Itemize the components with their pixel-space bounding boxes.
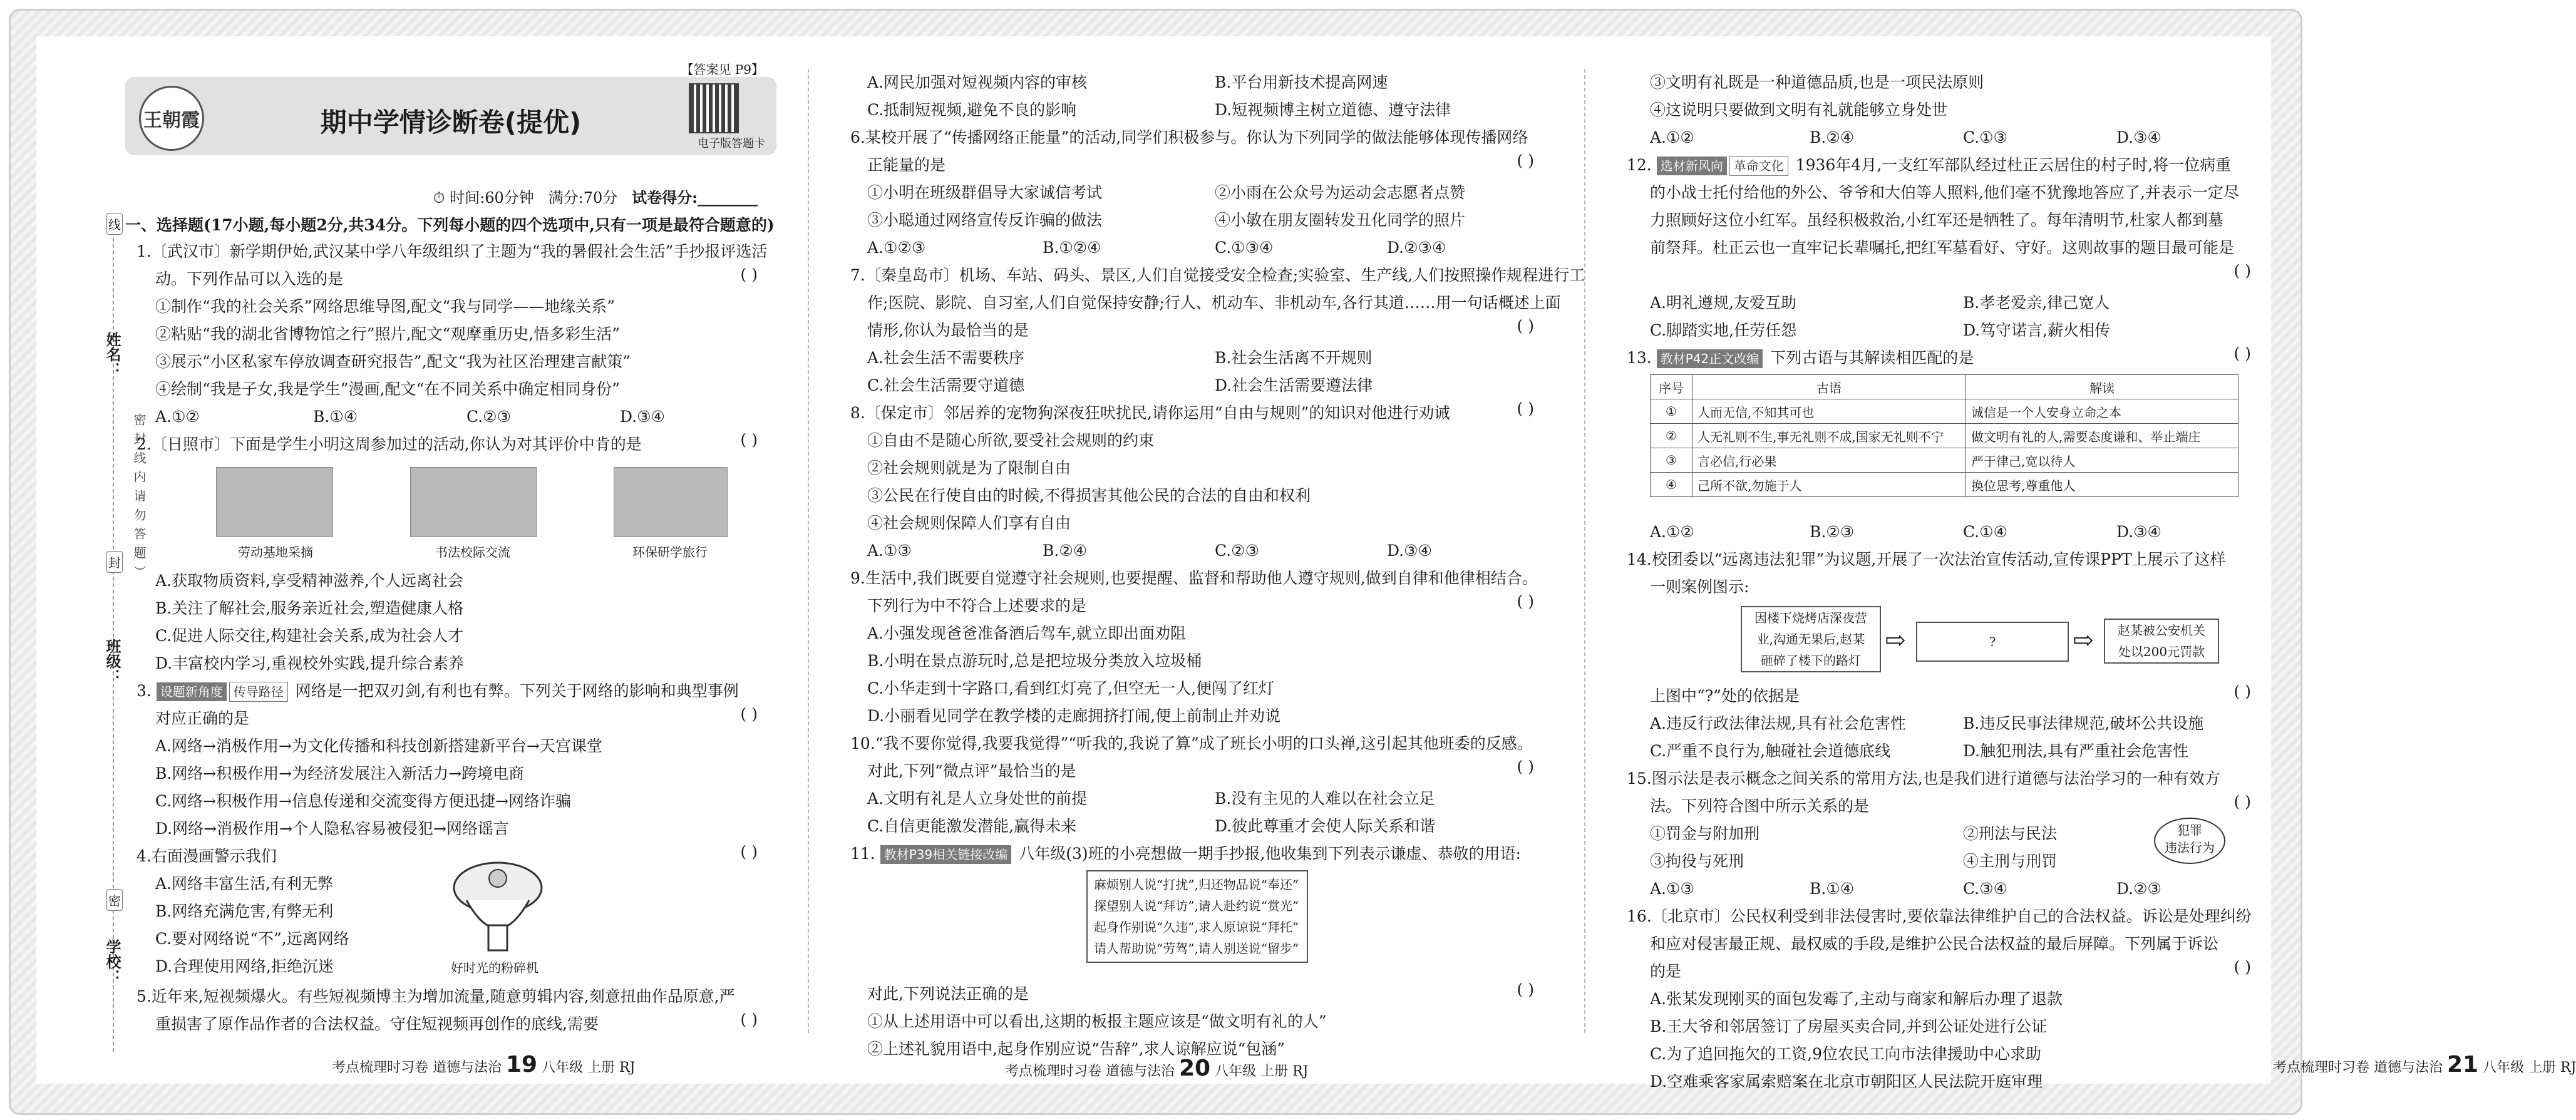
answer-paren[interactable]: ( ) — [740, 265, 758, 284]
venn-outer — [2154, 818, 2225, 864]
table-row — [1651, 399, 2239, 424]
school-label: 学校： — [103, 939, 121, 984]
q10-choice-a[interactable]: A.文明有礼是人立身处世的前提 — [867, 789, 1088, 808]
q12-choice-b[interactable]: B.孝老爱亲,律己宽人 — [1963, 294, 2110, 312]
q8-option: ③公民在行使自由的时候,不得损害其他公民的合法的自由和权利 — [867, 486, 1311, 505]
q13-choice-c[interactable]: C.①④ — [1963, 523, 2008, 541]
answer-paren[interactable]: ( ) — [1517, 758, 1534, 776]
q16-choice-b[interactable]: B.王大爷和邻居签订了房屋买卖合同,并到公证处进行公证 — [1650, 1017, 2048, 1035]
table-cell: ④ — [1651, 473, 1692, 497]
answer-paren[interactable]: ( ) — [2233, 262, 2251, 280]
page-20 — [845, 36, 1585, 1084]
q14-choice-a[interactable]: A.违反行政法律法规,具有社会危害性 — [1650, 714, 1906, 732]
exam-header — [125, 62, 776, 155]
q5-stem2: 重损害了原作品作者的合法权益。守住短视频再创作的底线,需要 — [155, 1015, 599, 1033]
table-cell: 人无礼则不生,事无礼则不成,国家无礼则不宁 — [1692, 424, 1966, 448]
answer-paren[interactable]: ( ) — [1517, 592, 1534, 610]
page-title: 期中学情诊断卷(提优) — [320, 107, 582, 138]
page-divider — [808, 69, 809, 1033]
q11-option: ③文明有礼既是一种道德品质,也是一项民法原则 — [1650, 73, 1984, 91]
table-cell: ① — [1651, 399, 1692, 424]
class-label: 班级： — [103, 639, 121, 684]
page-number: 21 — [2447, 1052, 2479, 1077]
q8-choice-a[interactable]: A.①③ — [867, 542, 912, 560]
score-field[interactable]: 试卷得分:________ — [632, 188, 758, 207]
q12-choice-c[interactable]: C.脚踏实地,任劳任怨 — [1650, 321, 1797, 339]
q15-choice-a[interactable]: A.①③ — [1650, 880, 1694, 898]
q16-choice-d[interactable]: D.空难乘客家属索赔案在北京市朝阳区人民法院开庭审理 — [1650, 1072, 2043, 1091]
arrow-right-icon: ⇨ — [1885, 626, 1906, 655]
q1-choice-c[interactable]: C.②③ — [466, 408, 512, 426]
logo: 王朝霞 — [139, 86, 204, 151]
q8-choice-c[interactable]: C.②③ — [1215, 542, 1260, 560]
table-header: 古语 — [1692, 375, 1966, 399]
q7-choice-b[interactable]: B.社会生活离不开规则 — [1215, 349, 1373, 367]
section-heading: 一、选择题(17小题,每小题2分,共34分。下列每小题的四个选项中,只有一项是最符合题意的) — [125, 216, 775, 234]
tag: 教材P39相关链接改编 — [880, 845, 1012, 864]
q11-stem2: 对此,下列说法正确的是 — [867, 985, 1029, 1003]
case-line: 业,沟通无果后,赵某 — [1756, 632, 1865, 647]
table-cell: 己所不欲,勿施于人 — [1692, 473, 1966, 497]
q6-option: ①小明在班级群倡导大家诚信考试 — [867, 183, 1103, 202]
answer-paren[interactable]: ( ) — [2233, 958, 2251, 976]
polite-phrases-box — [1086, 870, 1308, 963]
footer-right: 八年级 上册 RJ — [2483, 1060, 2576, 1076]
q15-stem2: 法。下列符合图中所示关系的是 — [1650, 797, 1870, 815]
q4-choice-b[interactable]: B.网络充满危害,有弊无利 — [155, 902, 334, 920]
q5-choice-d[interactable]: D.短视频博主树立道德、遵守法律 — [1215, 101, 1451, 119]
q15-stem: 15.图示法是表示概念之间关系的常用方法,也是我们进行道德与法治学习的一种有效方 — [1627, 769, 2220, 788]
q5-choice-c[interactable]: C.抵制短视频,避免不良的影响 — [867, 101, 1077, 119]
footer-left: 考点梳理时习卷 道德与法治 — [2273, 1060, 2443, 1076]
q7-choice-d[interactable]: D.社会生活需要遵法律 — [1215, 376, 1373, 394]
q7-stem2: 作;医院、影院、自习室,人们自觉保持安静;行人、机动车、非机动车,各行其道……用一句话概述上面 — [867, 294, 1561, 312]
q13-stem-text: 下列古语与其解读相匹配的是 — [1770, 349, 1974, 367]
seal-mark-feng: 封 — [106, 551, 123, 573]
table-cell: 言必信,行必果 — [1692, 448, 1966, 473]
q1-option: ②粘贴“我的湖北省博物馆之行”照片,配文“观摩重历史,悟多彩生活” — [155, 325, 621, 343]
table-cell: 做文明有礼的人,需要态度谦和、举止端庄 — [1966, 424, 2239, 448]
q13-choice-b[interactable]: B.②③ — [1810, 523, 1855, 541]
q16-choice-a[interactable]: A.张某发现刚买的面包发霉了,主动与商家和解后办理了退款 — [1650, 990, 2063, 1008]
q3-choice-a[interactable]: A.网络→消极作用→为文化传播和科技创新搭建新平台→天宫课堂 — [155, 737, 602, 755]
clock-icon: ⏱ — [433, 189, 445, 207]
q6-option: ④小敏在朋友圈转发丑化同学的照片 — [1215, 211, 1466, 229]
phrase-line: 麻烦别人说“打扰”,归还物品说“奉还” — [1094, 877, 1299, 892]
case-line: 砸碎了楼下的路灯 — [1761, 653, 1861, 668]
q3-stem-text: 网络是一把双刃剑,有利也有弊。下列关于网络的影响和典型事例 — [295, 682, 739, 700]
proverb-table — [1650, 374, 2239, 497]
q5-stem: 5.近年来,短视频爆火。有些短视频博主为增加流量,随意剪辑内容,刻意扭曲作品原意,严 — [137, 987, 735, 1005]
q16-stem: 16.〔北京市〕公民权利受到非法侵害时,要依靠法律维护自己的合法权益。诉讼是处理纠纷 — [1627, 907, 2252, 925]
answer-paren[interactable]: ( ) — [1517, 980, 1534, 999]
binding-strip — [44, 38, 147, 1052]
phrase-line: 请人帮助说“劳驾”,请人别送说“留步” — [1094, 941, 1299, 956]
answer-paren[interactable]: ( ) — [1517, 399, 1534, 418]
footer-right: 八年级 上册 RJ — [542, 1060, 636, 1076]
photo-calligraphy — [410, 467, 537, 537]
footer — [2273, 1052, 2576, 1077]
q1-choice-a[interactable]: A.①② — [155, 408, 200, 426]
q3-stem: 3. 设题新角度 传导路径 网络是一把双刃剑,有利也有弊。下列关于网络的影响和典型事例 — [137, 677, 739, 705]
seal-mark-xian: 线 — [106, 213, 123, 235]
caption: 好时光的粉碎机 — [451, 960, 538, 975]
q7-choice-a[interactable]: A.社会生活不需要秩序 — [867, 349, 1025, 367]
qr-code-icon[interactable] — [689, 83, 739, 133]
q13-choice-a[interactable]: A.①② — [1650, 523, 1694, 541]
table-header: 序号 — [1651, 375, 1692, 399]
q9-choice-c[interactable]: C.小华走到十字路口,看到红灯亮了,但空无一人,便闯了红灯 — [867, 679, 1275, 697]
q8-stem: 8.〔保定市〕邻居养的宠物狗深夜狂吠扰民,请你运用“自由与规则”的知识对他进行劝诫 — [850, 404, 1450, 422]
case-line: 赵某被公安机关 — [2118, 623, 2205, 638]
q11-choice-c[interactable]: C.①③ — [1963, 128, 2008, 146]
q8-choice-d[interactable]: D.③④ — [1387, 542, 1432, 560]
tag: 革命文化 — [1729, 156, 1788, 176]
case-box-result — [2104, 619, 2219, 664]
caption: 书法校际交流 — [435, 545, 510, 560]
q10-stem: 10.“我不要你觉得,我要我觉得”“听我的,我说了算”成了班长小明的口头禅,这引起其他班委的反感。 — [850, 734, 1533, 753]
q6-option: ②小雨在公众号为运动会志愿者点赞 — [1215, 183, 1466, 202]
answer-reference: 【答案见 P9】 — [681, 62, 764, 77]
footer-right: 八年级 上册 RJ — [1215, 1064, 1309, 1079]
answer-paren[interactable]: ( ) — [2233, 344, 2251, 362]
q12-stem-text: 1936年4月,一支红军部队经过杜正云居住的村子时,将一位病重 — [1795, 156, 2232, 174]
page-19 — [125, 36, 776, 1084]
case-box-cause — [1741, 606, 1881, 672]
q11-choice-d[interactable]: D.③④ — [2116, 128, 2161, 146]
q1-choice-d[interactable]: D.③④ — [620, 408, 665, 426]
q1-option: ③展示“小区私家车停放调查研究报告”,配文“我为社区治理建言献策” — [155, 352, 631, 371]
q16-stem2: 和应对侵害最正规、最权威的手段,是维护公民合法权益的最后屏障。下列属于诉讼 — [1650, 935, 2218, 953]
tag: 教材P42正文改编 — [1657, 349, 1763, 368]
answer-paren[interactable]: ( ) — [2233, 682, 2251, 701]
name-label: 姓名： — [103, 332, 121, 377]
q16-stem3: 的是 — [1650, 962, 1682, 980]
q12-stem4: 前祭拜。杜正云也一直牢记长辈嘱托,把红军墓看好、守好。这则故事的题目最可能是 — [1650, 239, 2234, 257]
q2-stem: 2.〔日照市〕下面是学生小明这周参加过的活动,你认为对其评价中肯的是 — [137, 435, 642, 453]
answer-paren[interactable]: ( ) — [740, 843, 758, 861]
phrase-line: 起身作别说“久违”,求人原谅说“拜托” — [1094, 920, 1299, 935]
q2-choice-a[interactable]: A.获取物质资料,享受精神滋养,个人远离社会 — [155, 572, 463, 590]
q14-stem2: 一则案例图示: — [1650, 578, 1749, 596]
q10-choice-c[interactable]: C.自信更能激发潜能,赢得未来 — [867, 817, 1077, 835]
q8-option: ①自由不是随心所欲,要受社会规则的约束 — [867, 431, 1154, 450]
q14-choice-d[interactable]: D.触犯刑法,具有严重社会危害性 — [1963, 742, 2189, 760]
footer-left: 考点梳理时习卷 道德与法治 — [332, 1060, 502, 1076]
q3-choice-d[interactable]: D.网络→消极作用→个人隐私容易被侵犯→网络谣言 — [155, 819, 509, 838]
table-cell: 诚信是一个人安身立命之本 — [1966, 399, 2239, 424]
tag: 传导路径 — [229, 682, 288, 702]
q8-option: ④社会规则保障人们享有自由 — [867, 514, 1071, 532]
q14-choice-c[interactable]: C.严重不良行为,触碰社会道德底线 — [1650, 742, 1891, 760]
q11-choice-b[interactable]: B.②④ — [1810, 128, 1855, 146]
table-cell: ② — [1651, 424, 1692, 448]
q13-stem: 13. 教材P42正文改编 下列古语与其解读相匹配的是 — [1627, 349, 1974, 367]
page-number: 19 — [506, 1052, 538, 1077]
venn-inner-label: 犯罪 — [2177, 823, 2202, 838]
table-cell: 人而无信,不知其可也 — [1692, 399, 1966, 424]
page-number: 20 — [1179, 1056, 1211, 1081]
q12-stem3: 力照顾好这位小红军。虽经积极救治,小红军还是牺牲了。每年清明节,杜家人都到墓 — [1650, 211, 2223, 229]
q8-option: ②社会规则就是为了限制自由 — [867, 459, 1071, 477]
q11-option: ②上述礼貌用语中,起身作别应说“告辞”,求人谅解应说“包涵” — [867, 1040, 1285, 1058]
q12-stem: 12. 选材新风向 革命文化 1936年4月,一支红军部队经过杜正云居住的村子时,将一位病重 — [1627, 152, 2231, 179]
photo-harvest — [216, 467, 333, 537]
q8-choice-b[interactable]: B.②④ — [1043, 542, 1088, 560]
phrase-line: 探望别人说“拜访”,请人赴约说“赏光” — [1094, 898, 1299, 913]
q3-choice-c[interactable]: C.网络→积极作用→信息传递和交流变得方便迅捷→网络诈骗 — [155, 792, 572, 810]
q4-choice-d[interactable]: D.合理使用网络,拒绝沉迷 — [155, 957, 334, 975]
q14-stem: 14.校团委以“远离违法犯罪”为议题,开展了一次法治宣传活动,宣传课PPT上展示了这样 — [1627, 550, 2226, 568]
time-info: 时间:60分钟 — [450, 189, 534, 207]
footer — [1005, 1056, 1308, 1081]
q4-choice-c[interactable]: C.要对网络说“不”,远离网络 — [155, 930, 349, 948]
q15-option: ②刑法与民法 — [1963, 825, 2058, 843]
q1-option: ①制作“我的社会关系”网络思维导图,配文“我与同学——地缘关系” — [155, 297, 616, 316]
q10-choice-b[interactable]: B.没有主见的人难以在社会立足 — [1215, 789, 1435, 808]
table-row — [1651, 424, 2239, 448]
case-box-unknown: ? — [1916, 622, 2069, 662]
answer-paren[interactable]: ( ) — [740, 431, 758, 449]
q4-stem: 4.右面漫画警示我们 — [137, 847, 277, 865]
q11-stem: 11. 教材P39相关链接改编 八年级(3)班的小亮想做一期手抄报,他收集到下列表示谦虚、恭敬的用语: — [850, 845, 1521, 863]
q6-choice-b[interactable]: B.①②④ — [1043, 239, 1101, 257]
q14-stem3: 上图中“?”处的依据是 — [1650, 687, 1800, 705]
q10-choice-d[interactable]: D.彼此尊重才会使人际关系和谐 — [1215, 817, 1436, 835]
q2-choice-d[interactable]: D.丰富校内学习,重视校外实践,提升综合素养 — [155, 654, 464, 672]
q6-option: ③小聪通过网络宣传反诈骗的做法 — [867, 211, 1103, 229]
table-cell: 换位思考,尊重他人 — [1966, 473, 2239, 497]
seal-note: 密 封 线 内 请 勿 答 题 ） — [131, 413, 147, 579]
tag: 设题新角度 — [157, 682, 227, 701]
caption: 环保研学旅行 — [632, 545, 708, 560]
footer — [332, 1052, 635, 1077]
q6-choice-c[interactable]: C.①③④ — [1215, 239, 1274, 257]
q15-choice-b[interactable]: B.①④ — [1810, 880, 1855, 898]
footer-left: 考点梳理时习卷 道德与法治 — [1005, 1064, 1175, 1079]
q1-stem2: 动。下列作品可以入选的是 — [155, 270, 344, 288]
q5-choice-b[interactable]: B.平台用新技术提高网速 — [1215, 73, 1388, 91]
q9-choice-b[interactable]: B.小明在景点游玩时,总是把垃圾分类放入垃圾桶 — [867, 652, 1202, 670]
q10-stem2: 对此,下列“微点评”最恰当的是 — [867, 762, 1076, 780]
score-info: 满分:70分 — [548, 189, 618, 207]
q7-stem3: 情形,你认为最恰当的是 — [867, 321, 1029, 339]
page-divider — [1584, 69, 1585, 1033]
q7-stem: 7.〔秦皇岛市〕机场、车站、码头、景区,人们自觉接受安全检查;实验室、生产线,人们按照操作规程进行工 — [850, 266, 1585, 284]
venn-outer-label: 违法行为 — [2165, 840, 2215, 855]
q13-choice-d[interactable]: D.③④ — [2116, 523, 2161, 541]
table-cell: 严于律己,宽以待人 — [1966, 448, 2239, 473]
q15-option: ④主刑与刑罚 — [1963, 852, 2058, 870]
tag: 选材新风向 — [1657, 157, 1727, 175]
q6-choice-a[interactable]: A.①②③ — [867, 239, 926, 257]
table-header: 解读 — [1966, 375, 2239, 399]
q6-stem: 6.某校开展了“传播网络正能量”的活动,同学们积极参与。你认为下列同学的做法能够体现传播网络 — [850, 128, 1528, 146]
q15-option: ①罚金与附加刑 — [1650, 825, 1760, 843]
table-row — [1651, 473, 2239, 497]
q15-option: ③拘役与死刑 — [1650, 852, 1744, 870]
q6-stem2: 正能量的是 — [867, 156, 946, 174]
q12-stem2: 的小战士托付给他的外公、爷爷和大伯等人照料,他们毫不犹豫地答应了,并表示一定尽 — [1650, 183, 2239, 202]
q2-choice-c[interactable]: C.促进人际交往,构建社会关系,成为社会人才 — [155, 627, 464, 645]
q15-choice-d[interactable]: D.②③ — [2116, 880, 2161, 898]
caption: 劳动基地采摘 — [238, 545, 313, 560]
qr-label: 电子版答题卡 — [698, 137, 765, 150]
q9-stem: 9.生活中,我们既要自觉遵守社会规则,也要提醒、监督和帮助他人遵守规则,做到自律和他律相结合。 — [850, 569, 1538, 587]
q3-stem2: 对应正确的是 — [155, 709, 250, 727]
page-21 — [1622, 36, 2576, 1091]
photo-eco-trip — [614, 467, 728, 537]
q7-choice-c[interactable]: C.社会生活需要守道德 — [867, 376, 1025, 394]
q9-choice-d[interactable]: D.小丽看见同学在教学楼的走廊拥挤打闹,便上前制止并劝说 — [867, 707, 1281, 725]
q11-choice-a[interactable]: A.①② — [1650, 128, 1694, 146]
answer-paren[interactable]: ( ) — [740, 1010, 758, 1029]
q6-choice-d[interactable]: D.②③④ — [1387, 239, 1446, 257]
table-row — [1651, 448, 2239, 473]
q15-choice-c[interactable]: C.③④ — [1963, 880, 2008, 898]
q1-stem: 1.〔武汉市〕新学期伊始,武汉某中学八年级组织了主题为“我的暑假社会生活”手抄报评选活 — [137, 242, 768, 260]
q1-choice-b[interactable]: B.①④ — [313, 408, 358, 426]
q1-option: ④绘制“我是子女,我是学生”漫画,配文“在不同关系中确定相同身份” — [155, 380, 621, 398]
case-line: 因楼下烧烤店深夜营 — [1754, 610, 1867, 625]
answer-paren[interactable]: ( ) — [1517, 317, 1534, 335]
q9-stem2: 下列行为中不符合上述要求的是 — [867, 597, 1087, 615]
q11-option: ④这说明只要做到文明有礼就能够立身处世 — [1650, 101, 1948, 119]
answer-paren[interactable]: ( ) — [2233, 793, 2251, 811]
cartoon-shredder — [441, 850, 554, 957]
q4-choice-a[interactable]: A.网络丰富生活,有利无弊 — [155, 875, 333, 893]
table-cell: ③ — [1651, 448, 1692, 473]
answer-paren[interactable]: ( ) — [740, 705, 758, 723]
q12-choice-a[interactable]: A.明礼遵规,友爱互助 — [1650, 294, 1796, 312]
exam-meta — [433, 185, 758, 207]
q12-choice-d[interactable]: D.笃守诺言,薪火相传 — [1963, 321, 2111, 339]
q5-choice-a[interactable]: A.网民加强对短视频内容的审核 — [867, 73, 1088, 91]
arrow-right-icon: ⇨ — [2073, 626, 2094, 655]
q2-choice-b[interactable]: B.关注了解社会,服务亲近社会,塑造健康人格 — [155, 599, 464, 617]
q16-choice-c[interactable]: C.为了追回拖欠的工资,9位农民工向市法律援助中心求助 — [1650, 1045, 2042, 1063]
q9-choice-a[interactable]: A.小强发现爸爸准备酒后驾车,就立即出面劝阻 — [867, 624, 1186, 642]
seal-mark-mi: 密 — [106, 889, 123, 911]
q14-choice-b[interactable]: B.违反民事法律规范,破坏公共设施 — [1963, 714, 2204, 732]
q11-stem-text: 八年级(3)班的小亮想做一期手抄报,他收集到下列表示谦虚、恭敬的用语: — [1019, 845, 1521, 863]
answer-paren[interactable]: ( ) — [1517, 152, 1534, 170]
q11-option: ①从上述用语中可以看出,这期的板报主题应该是“做文明有礼的人” — [867, 1012, 1327, 1030]
case-line: 处以200元罚款 — [2118, 644, 2205, 659]
q3-choice-b[interactable]: B.网络→积极作用→为经济发展注入新活力→跨境电商 — [155, 764, 525, 783]
